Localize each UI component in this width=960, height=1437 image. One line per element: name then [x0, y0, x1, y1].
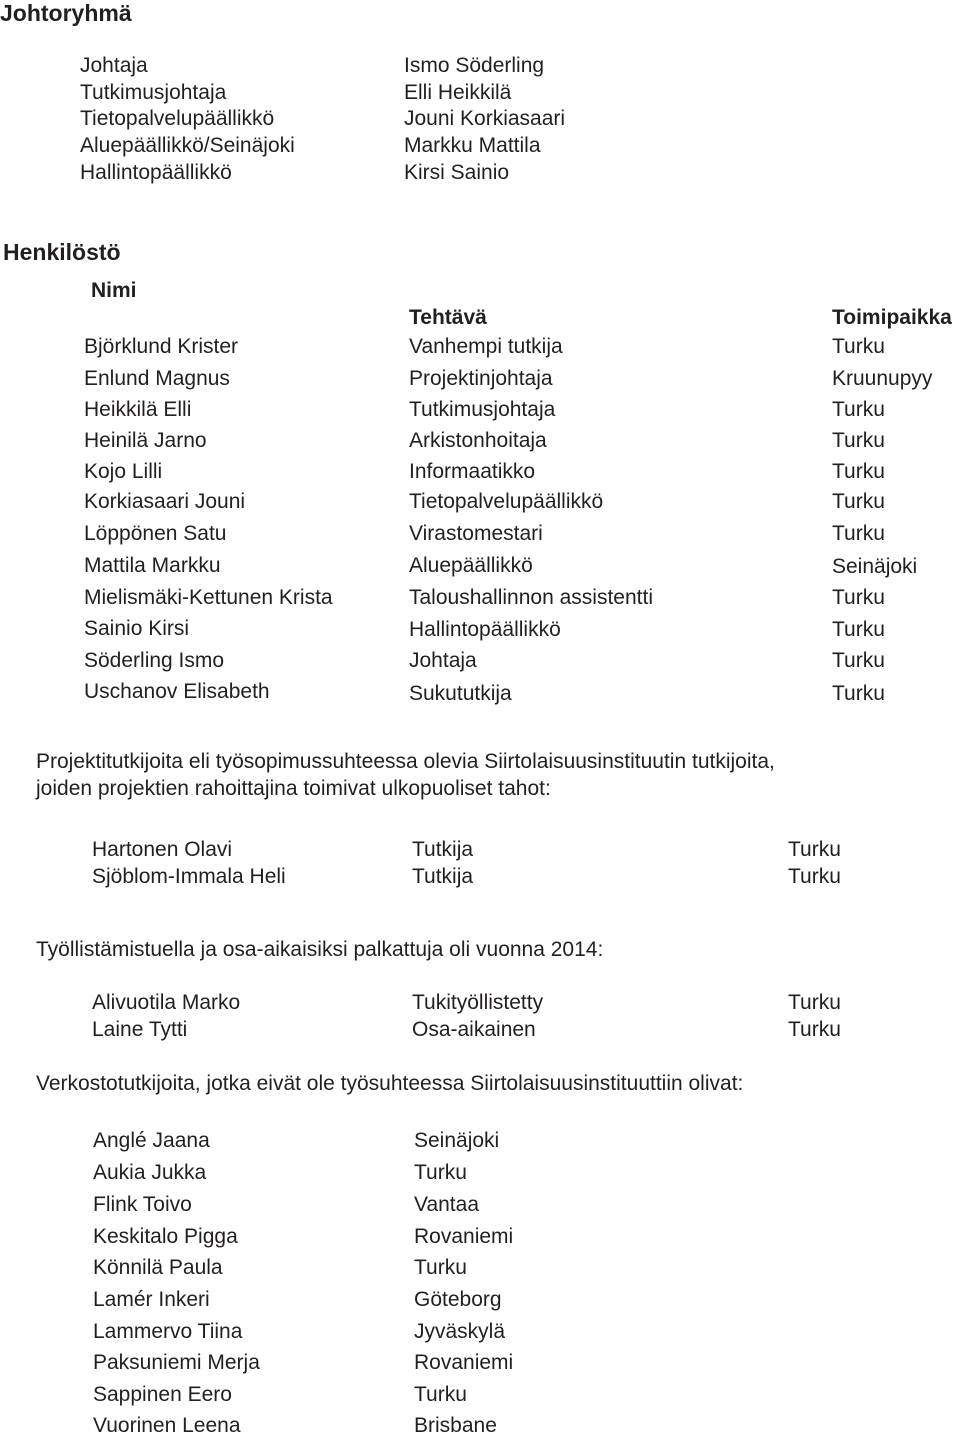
staff-task: Aluepäällikkö [409, 554, 533, 577]
project-researcher-place: Turku [788, 838, 841, 861]
johtoryhma-name: Markku Mattila [404, 134, 541, 157]
employed-task: Osa-aikainen [412, 1018, 536, 1041]
network-researcher-place: Rovaniemi [414, 1351, 514, 1374]
staff-task: Tutkimusjohtaja [409, 398, 556, 421]
staff-task: Tietopalvelupäällikkö [409, 490, 604, 513]
johtoryhma-role: Tietopalvelupäällikkö [80, 107, 275, 130]
project-researchers-intro-line1: Projektitutkijoita eli työsopimussuhteessa olevia Siirtolaisuusinstituutin tutkijoita, [36, 750, 775, 773]
project-researcher-name: Hartonen Olavi [92, 838, 233, 861]
johtoryhma-name: Jouni Korkiasaari [404, 107, 566, 130]
network-researcher-place: Seinäjoki [414, 1129, 500, 1152]
staff-name: Enlund Magnus [84, 367, 230, 390]
network-researcher-name: Könnilä Paula [93, 1256, 223, 1279]
network-researcher-name: Lamér Inkeri [93, 1288, 210, 1311]
network-researcher-name: Keskitalo Pigga [93, 1225, 238, 1248]
network-researcher-name: Lammervo Tiina [93, 1320, 243, 1343]
project-researcher-task: Tutkija [412, 838, 474, 861]
network-researcher-name: Paksuniemi Merja [93, 1351, 260, 1374]
staff-place: Seinäjoki [832, 555, 918, 578]
staff-place: Turku [832, 649, 885, 672]
staff-name: Kojo Lilli [84, 460, 163, 483]
staff-task: Projektinjohtaja [409, 367, 553, 390]
staff-task: Johtaja [409, 649, 477, 672]
column-header-task: Tehtävä [409, 306, 487, 329]
johtoryhma-role: Hallintopäällikkö [80, 161, 232, 184]
johtoryhma-role: Johtaja [80, 54, 148, 77]
staff-task: Virastomestari [409, 522, 543, 545]
staff-place: Turku [832, 335, 885, 358]
project-researcher-place: Turku [788, 865, 841, 888]
johtoryhma-name: Kirsi Sainio [404, 161, 510, 184]
employed-task: Tukityöllistetty [412, 991, 544, 1014]
staff-name: Heinilä Jarno [84, 429, 207, 452]
staff-place: Kruunupyy [832, 367, 933, 390]
network-researcher-place: Vantaa [414, 1193, 479, 1216]
staff-task: Informaatikko [409, 460, 536, 483]
staff-place: Turku [832, 429, 885, 452]
johtoryhma-heading: Johtoryhmä [0, 0, 132, 26]
employed-name: Laine Tytti [92, 1018, 188, 1041]
staff-name: Löppönen Satu [84, 522, 227, 545]
johtoryhma-role: Aluepäällikkö/Seinäjoki [80, 134, 295, 157]
staff-place: Turku [832, 490, 885, 513]
network-researcher-place: Turku [414, 1161, 467, 1184]
staff-place: Turku [832, 522, 885, 545]
staff-task: Arkistonhoitaja [409, 429, 547, 452]
johtoryhma-name: Ismo Söderling [404, 54, 545, 77]
employed-intro: Työllistämistuella ja osa-aikaisiksi palkattuja oli vuonna 2014: [36, 938, 604, 961]
network-researcher-name: Vuorinen Leena [93, 1414, 241, 1437]
network-researchers-intro: Verkostotutkijoita, jotka eivät ole työsuhteessa Siirtolaisuusinstituuttiin olivat: [36, 1072, 744, 1095]
network-researcher-name: Sappinen Eero [93, 1383, 232, 1406]
employed-name: Alivuotila Marko [92, 991, 241, 1014]
employed-place: Turku [788, 1018, 841, 1041]
column-header-place: Toimipaikka [832, 306, 952, 329]
network-researcher-name: Anglé Jaana [93, 1129, 210, 1152]
staff-place: Turku [832, 682, 885, 705]
staff-name: Heikkilä Elli [84, 398, 192, 421]
staff-name: Mielismäki-Kettunen Krista [84, 586, 333, 609]
staff-task: Hallintopäällikkö [409, 618, 561, 641]
staff-task: Sukututkija [409, 682, 512, 705]
staff-name: Korkiasaari Jouni [84, 490, 246, 513]
project-researchers-intro-line2: joiden projektien rahoittajina toimivat ulkopuoliset tahot: [36, 777, 551, 800]
network-researcher-place: Göteborg [414, 1288, 502, 1311]
henkilosto-heading: Henkilöstö [3, 239, 121, 265]
network-researcher-place: Turku [414, 1256, 467, 1279]
employed-place: Turku [788, 991, 841, 1014]
staff-place: Turku [832, 398, 885, 421]
staff-place: Turku [832, 586, 885, 609]
staff-task: Vanhempi tutkija [409, 335, 563, 358]
network-researcher-name: Flink Toivo [93, 1193, 192, 1216]
project-researcher-task: Tutkija [412, 865, 474, 888]
johtoryhma-role: Tutkimusjohtaja [80, 81, 227, 104]
staff-name: Mattila Markku [84, 554, 221, 577]
staff-place: Turku [832, 460, 885, 483]
network-researcher-place: Brisbane [414, 1414, 497, 1437]
network-researcher-place: Jyväskylä [414, 1320, 506, 1343]
staff-task: Taloushallinnon assistentti [409, 586, 653, 609]
project-researcher-name: Sjöblom-Immala Heli [92, 865, 286, 888]
staff-name: Björklund Krister [84, 335, 239, 358]
network-researcher-name: Aukia Jukka [93, 1161, 207, 1184]
staff-name: Uschanov Elisabeth [84, 680, 270, 703]
johtoryhma-name: Elli Heikkilä [404, 81, 512, 104]
staff-name: Sainio Kirsi [84, 617, 190, 640]
network-researcher-place: Rovaniemi [414, 1225, 514, 1248]
column-header-name: Nimi [91, 279, 137, 302]
staff-place: Turku [832, 618, 885, 641]
staff-name: Söderling Ismo [84, 649, 225, 672]
network-researcher-place: Turku [414, 1383, 467, 1406]
